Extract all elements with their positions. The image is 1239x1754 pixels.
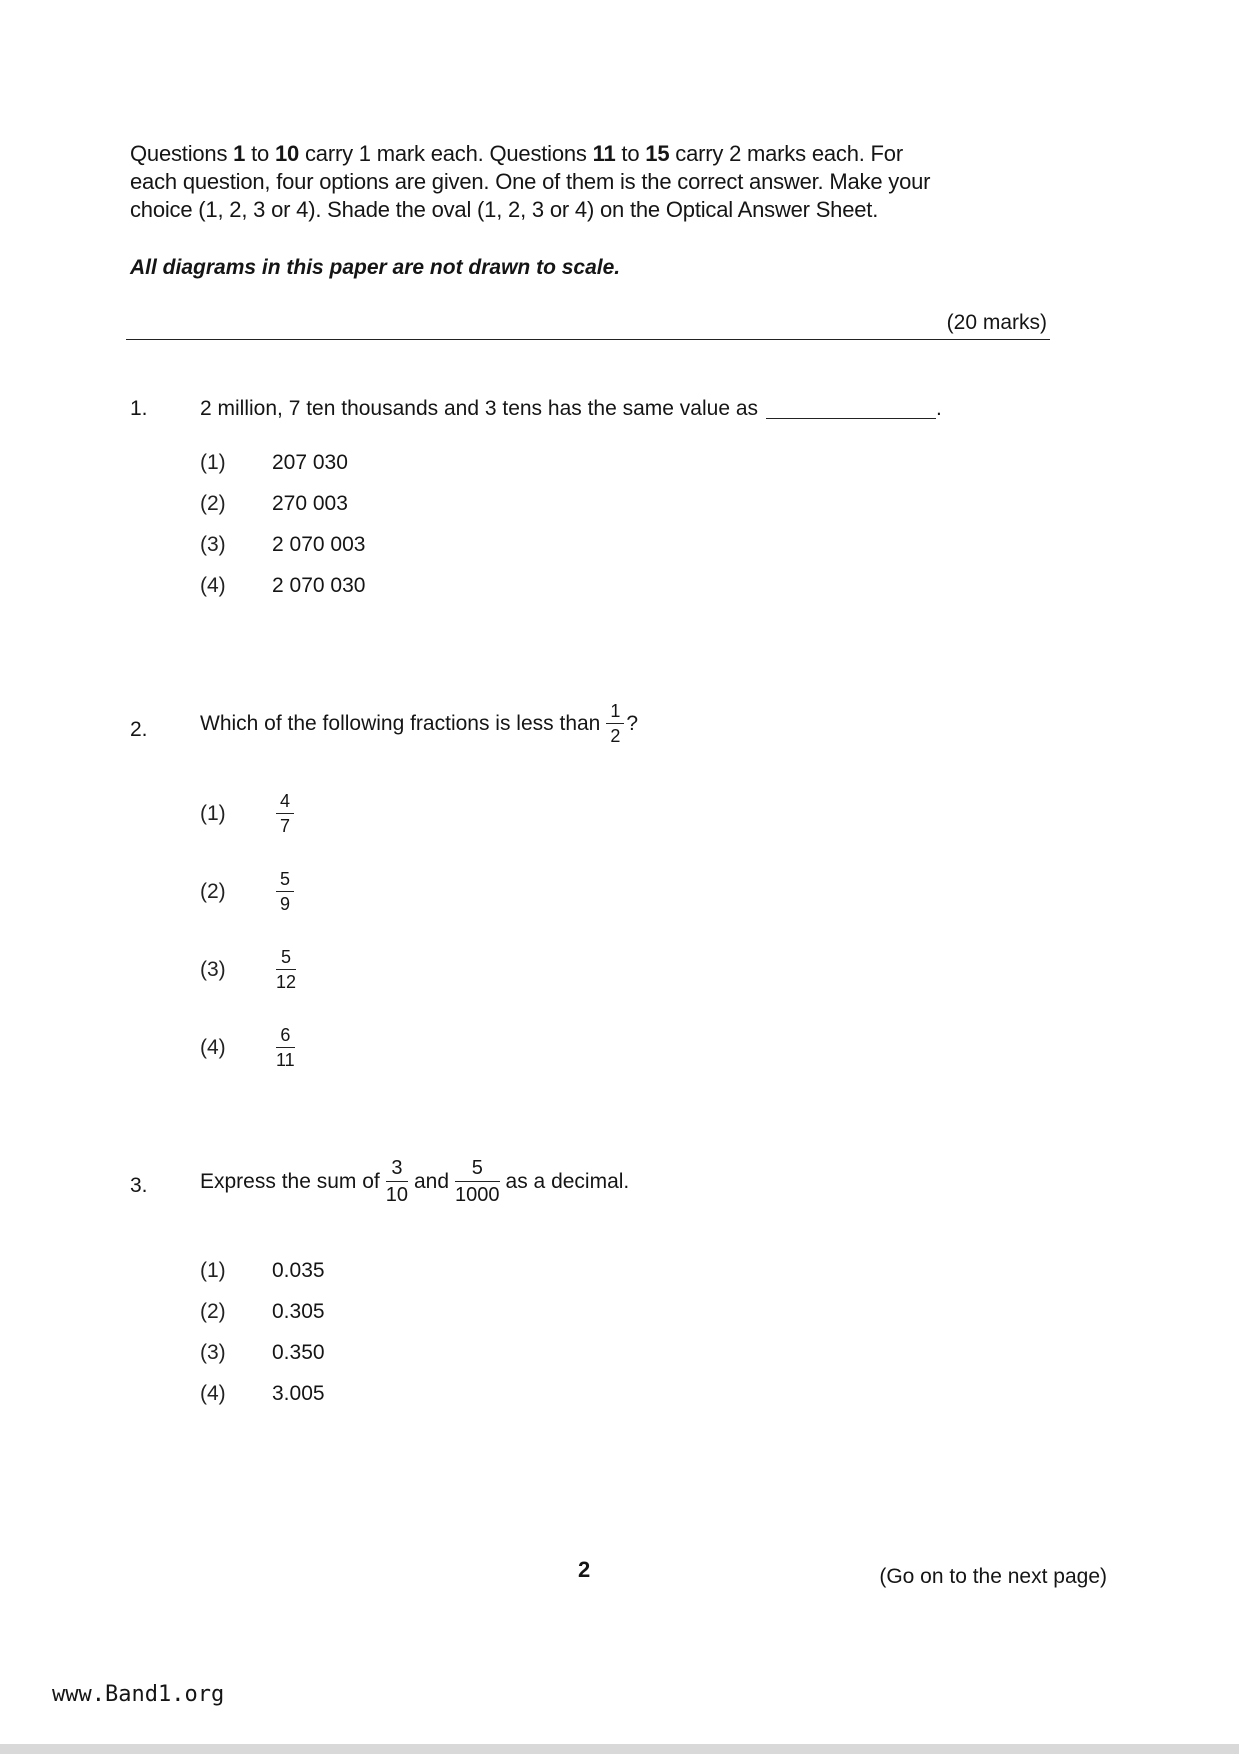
- q1-option-3: (3) 2 070 003: [200, 533, 366, 556]
- q3-option-2: (2) 0.305: [200, 1300, 325, 1323]
- question-1-text: [200, 397, 942, 421]
- answer-blank: [766, 400, 936, 419]
- option-value: 0.035: [272, 1259, 325, 1282]
- option-value: 270 003: [272, 492, 348, 515]
- option-fraction: $\frac{4}{7}$: [276, 791, 294, 836]
- instructions-line-3: choice (1, 2, 3 or 4). Shade the oval (1, 2, 3 or 4) on the Optical Answer Sheet.: [130, 197, 879, 222]
- fraction-three-tenths: $\frac{3}{10}$: [385, 1157, 408, 1206]
- website-watermark: www.Band1.org: [52, 1682, 225, 1707]
- question-3-number: 3.: [130, 1174, 148, 1197]
- option-value: 2 070 003: [272, 533, 366, 556]
- q3-option-1: (1) 0.035: [200, 1259, 325, 1282]
- q2-option-1: (1) $\frac{4}{7}$: [200, 791, 300, 836]
- question-1-end: .: [936, 397, 942, 420]
- page-number: 2: [578, 1557, 591, 1582]
- q2-option-4: (4) $\frac{6}{11}$: [200, 1025, 295, 1070]
- q2-option-2: (2) $\frac{5}{9}$: [200, 869, 300, 914]
- option-fraction: $\frac{5}{9}$: [276, 869, 294, 914]
- question-2-end: ?: [626, 711, 639, 735]
- q2-option-3: (3) $\frac{5}{12}$: [200, 947, 297, 992]
- q1-option-4: (4) 2 070 030: [200, 574, 366, 597]
- q1-option-2: (2) 270 003: [200, 492, 348, 515]
- option-value: 2 070 030: [272, 574, 366, 597]
- question-3-stem-b: and: [414, 1169, 450, 1193]
- option-fraction: $\frac{6}{11}$: [276, 1025, 295, 1070]
- option-value: 207 030: [272, 451, 348, 474]
- q3-option-3: (3) 0.350: [200, 1341, 325, 1364]
- total-marks: (20 marks): [946, 311, 1047, 334]
- question-2-number: 2.: [130, 718, 148, 741]
- fraction-one-half: $\frac{1}{2}$: [606, 701, 624, 746]
- option-fraction: $\frac{5}{12}$: [276, 947, 297, 992]
- instructions: [130, 140, 1050, 224]
- fraction-five-thousandths: $\frac{5}{1000}$: [455, 1157, 500, 1206]
- option-value: 0.350: [272, 1341, 325, 1364]
- scan-edge: [0, 1744, 1239, 1754]
- question-1-stem: 2 million, 7 ten thousands and 3 tens has the same value as: [200, 397, 759, 420]
- question-3-stem-c: as a decimal.: [505, 1169, 630, 1193]
- q3-option-4: (4) 3.005: [200, 1382, 325, 1405]
- question-3-stem-a: Express the sum of: [200, 1169, 380, 1193]
- diagram-note: All diagrams in this paper are not drawn to scale.: [130, 256, 621, 279]
- question-2-stem: Which of the following fractions is less than: [200, 711, 601, 735]
- option-value: 3.005: [272, 1382, 325, 1405]
- q1-option-1: (1) 207 030: [200, 451, 348, 474]
- next-page-note: (Go on to the next page): [879, 1565, 1107, 1588]
- instructions-line-2: each question, four options are given. One of them is the correct answer. Make your: [130, 169, 931, 194]
- question-3-text: [200, 1157, 629, 1206]
- question-2-text: [200, 701, 638, 746]
- section-divider: [126, 339, 1050, 340]
- question-1-number: 1.: [130, 397, 148, 420]
- option-value: 0.305: [272, 1300, 325, 1323]
- instructions-line-1: Questions 1 to 10 carry 1 mark each. Questions 11 to 15 carry 2 marks each. For: [130, 141, 903, 166]
